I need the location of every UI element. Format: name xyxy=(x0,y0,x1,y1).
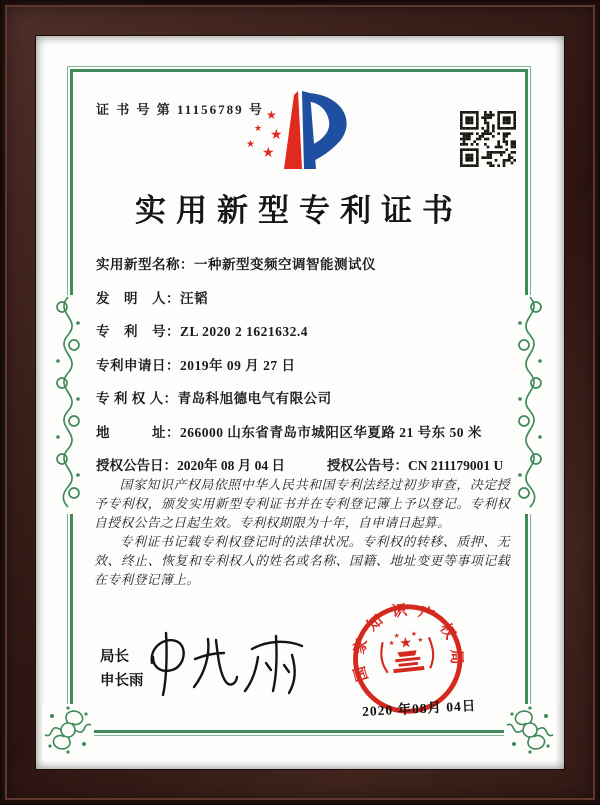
svg-text:★: ★ xyxy=(417,636,424,645)
seal-emblem xyxy=(379,628,435,674)
certificate-number: 证 书 号 第 11156789 号 xyxy=(96,102,264,117)
outer-green-border xyxy=(67,66,531,736)
grant-date-value: 2020年 08 月 04 日 xyxy=(177,458,285,473)
field-label: 发 明 人： xyxy=(96,290,180,306)
certificate-page xyxy=(36,36,564,769)
legal-paragraph-1: 国家知识产权局依照中华人民共和国专利法经过初步审查，决定授予专利权，颁发实用新型专利证书并在专利登记簿上予以登记。专利权自授权公告之日起生效。专利权期限为十年，自申请日起算。 xyxy=(94,478,510,530)
svg-text:★: ★ xyxy=(393,632,401,641)
field-label: 地 址： xyxy=(96,424,180,440)
seal-date: 2020 年08月 04日 xyxy=(361,698,477,719)
field-list xyxy=(96,253,510,474)
svg-text:★: ★ xyxy=(388,639,396,648)
field-label: 专利申请日： xyxy=(96,357,180,373)
field-application-date xyxy=(96,354,510,374)
legal-paragraph-2: 专利证书记载专利权登记时的法律状况。专利权的转移、质押、无效、终止、恢复和专利权人的姓名或名称、国籍、地址变更等事项记载在专利登记簿上。 xyxy=(94,535,510,587)
handwritten-signature-icon xyxy=(132,627,332,708)
field-value: 一种新型变频空调智能测试仪 xyxy=(194,257,376,272)
officer-name: 申长雨 xyxy=(100,673,144,689)
svg-text:★: ★ xyxy=(410,630,418,639)
field-value: ZL 2020 2 1621632.4 xyxy=(180,324,309,339)
field-label: 专 利 权 人： xyxy=(96,391,178,406)
field-utility-name xyxy=(96,253,510,273)
svg-text:★: ★ xyxy=(270,128,283,143)
floral-ornament-bottom-right-icon xyxy=(504,704,556,761)
officer-title: 局长 xyxy=(100,649,129,665)
svg-text:★: ★ xyxy=(246,139,255,150)
logo-red-wedge xyxy=(284,91,302,169)
vine-ornament-right-icon xyxy=(512,295,548,514)
certificate-title: 实用新型专利证书 xyxy=(135,193,463,228)
svg-text:★: ★ xyxy=(254,123,263,133)
vine-ornament-left-icon xyxy=(50,295,86,514)
floral-ornament-bottom-left-icon xyxy=(42,704,94,761)
field-grant-row xyxy=(96,454,510,474)
field-address xyxy=(96,421,510,441)
svg-text:★: ★ xyxy=(398,634,414,653)
grant-no-value: CN 211179001 U xyxy=(408,458,504,473)
qr-code-icon xyxy=(460,111,516,167)
field-value: 汪韬 xyxy=(180,290,208,306)
grant-date-label: 授权公告日： xyxy=(96,458,177,473)
legal-text xyxy=(94,476,510,590)
certificate-content xyxy=(68,67,530,735)
field-inventor xyxy=(96,287,510,307)
field-value: 266000 山东省青岛市城阳区华夏路 21 号东 50 米 xyxy=(180,424,482,440)
cnipa-logo-icon xyxy=(236,83,362,176)
grant-no-label: 授权公告号： xyxy=(327,458,408,473)
field-patentee xyxy=(96,387,510,407)
logo-star-icon: ★ xyxy=(266,108,277,122)
field-value: 青岛科旭德电气有限公司 xyxy=(177,391,332,406)
svg-text:★: ★ xyxy=(262,146,275,161)
field-value: 2019年 09 月 27 日 xyxy=(180,357,296,373)
field-patent-number xyxy=(96,320,510,340)
seal-text: 国家知识产权局 xyxy=(351,602,465,683)
field-label: 实用新型名称： xyxy=(96,257,194,272)
field-label: 专 利 号： xyxy=(96,324,180,339)
